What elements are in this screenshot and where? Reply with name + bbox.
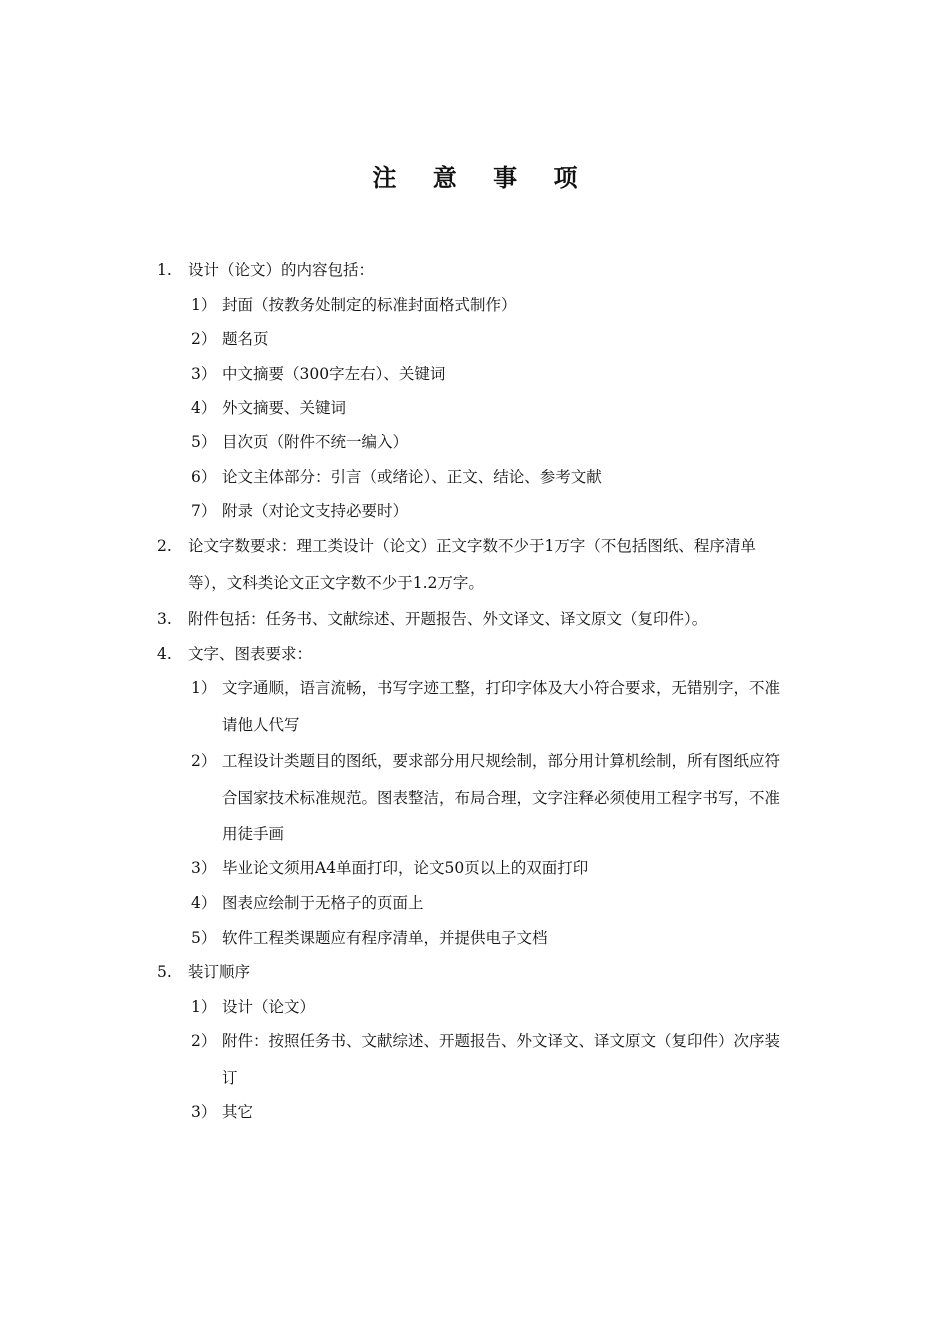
sub-item-text-continuation: 合国家技术标准规范。图表整洁，布局合理，文字注释必须使用工程字书写，不准 (222, 789, 781, 807)
sub-item-text: 其它 (222, 1103, 254, 1121)
sub-item-text: 目次页（附件不统一编入） (222, 433, 409, 451)
sub-item-text: 软件工程类课题应有程序清单，并提供电子文档 (222, 929, 548, 947)
item-number: 5. (157, 963, 172, 981)
sub-item-text: 封面（按教务处制定的标准封面格式制作） (222, 296, 517, 314)
sub-item-number: 3） (191, 1103, 217, 1121)
sub-item-text-continuation: 请他人代写 (222, 716, 300, 734)
sub-item-number: 3） (191, 859, 217, 877)
sub-item-text: 题名页 (222, 330, 269, 348)
page-title: 注 意 事 项 (372, 164, 592, 192)
item-text: 设计（论文）的内容包括： (188, 261, 375, 279)
sub-item-number: 1） (191, 679, 217, 697)
sub-item-text: 附件：按照任务书、文献综述、开题报告、外文译文、译文原文（复印件）次序装 (222, 1032, 781, 1050)
sub-item-number: 7） (191, 502, 217, 520)
item-text: 附件包括：任务书、文献综述、开题报告、外文译文、译文原文（复印件）。 (188, 610, 708, 628)
sub-item-number: 4） (191, 399, 217, 417)
item-number: 4. (157, 645, 172, 663)
sub-item-text: 工程设计类题目的图纸，要求部分用尺规绘制，部分用计算机绘制，所有图纸应符 (222, 752, 781, 770)
sub-item-number: 4） (191, 894, 217, 912)
sub-item-text: 文字通顺，语言流畅，书写字迹工整，打印字体及大小符合要求，无错别字，不准 (222, 679, 781, 697)
item-text-continuation: 等），文科类论文正文字数不少于1.2万字。 (188, 574, 484, 592)
sub-item-text: 设计（论文） (222, 998, 316, 1016)
sub-item-number: 2） (191, 752, 217, 770)
sub-item-text: 毕业论文须用A4单面打印，论文50页以上的双面打印 (222, 859, 589, 877)
item-text: 论文字数要求：理工类设计（论文）正文字数不少于1万字（不包括图纸、程序清单 (188, 537, 756, 555)
item-number: 1. (157, 261, 172, 279)
item-text: 文字、图表要求： (188, 645, 313, 663)
sub-item-number: 1） (191, 998, 217, 1016)
sub-item-number: 5） (191, 433, 217, 451)
sub-item-number: 5） (191, 929, 217, 947)
sub-item-text: 外文摘要、关键词 (222, 399, 347, 417)
item-text: 装订顺序 (188, 963, 251, 981)
sub-item-text: 中文摘要（300字左右）、关键词 (222, 365, 446, 383)
sub-item-text-continuation: 订 (222, 1069, 238, 1087)
sub-item-text: 论文主体部分：引言（或绪论）、正文、结论、参考文献 (222, 468, 602, 486)
item-number: 3. (157, 610, 172, 628)
sub-item-text: 图表应绘制于无格子的页面上 (222, 894, 424, 912)
item-number: 2. (157, 537, 172, 555)
sub-item-number: 2） (191, 1032, 217, 1050)
sub-item-number: 3） (191, 365, 217, 383)
sub-item-text: 附录（对论文支持必要时） (222, 502, 409, 520)
sub-item-number: 1） (191, 296, 217, 314)
sub-item-text-continuation: 用徒手画 (222, 825, 285, 843)
sub-item-number: 2） (191, 330, 217, 348)
sub-item-number: 6） (191, 468, 217, 486)
